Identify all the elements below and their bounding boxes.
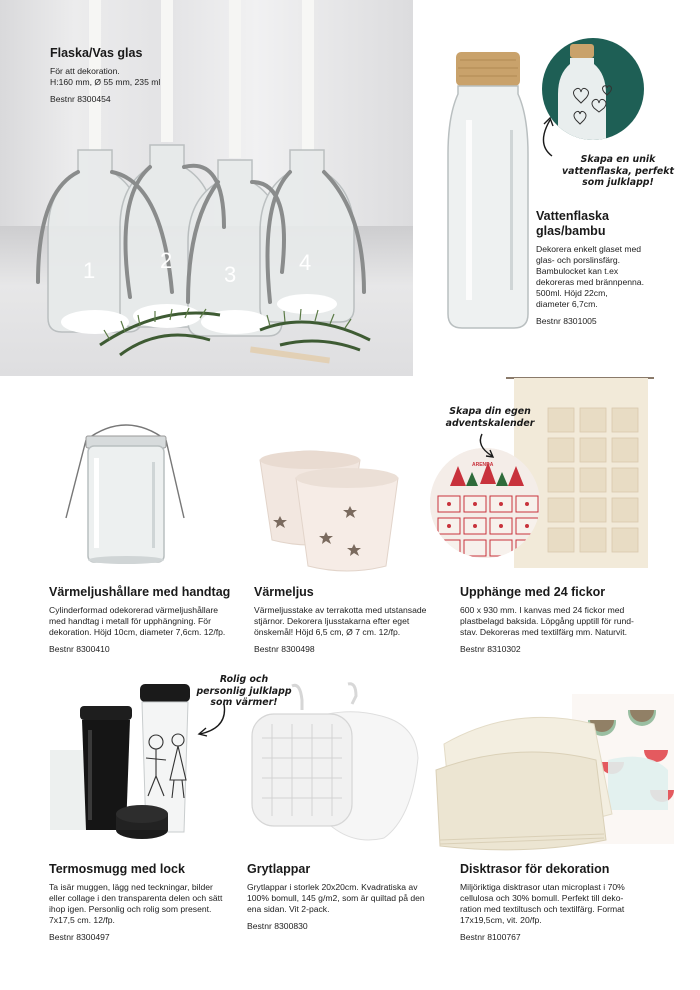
termosmugg-caption (49, 862, 249, 943)
callout-line: som julklapp! (582, 177, 654, 188)
pot-holders-image (244, 680, 424, 844)
callout-line: Skapa en unik (580, 154, 656, 165)
product-desc-line: H:160 mm, Ø 55 mm, 235 ml (50, 77, 161, 87)
product-desc-line: eller collage i den transparenta delen och sätt (49, 893, 223, 903)
bottle-number: 4 (299, 250, 312, 275)
product-desc-line: Miljöriktiga disktrasor utan microplast i 70% (460, 882, 625, 892)
product-desc-line: plastbelagd baksida. Löpgång upptill för rund- (460, 616, 634, 626)
hero-bottles-photo (0, 0, 413, 376)
product-desc-line: Grytlappar i storlek 20x20cm. Kvadratiska av (247, 882, 418, 892)
product-title (536, 209, 686, 239)
product-desc-line: Värmeljusstake av terrakotta med utstansade (254, 605, 427, 615)
product-desc-line: 100% bomull, 145 g/m2, som är quiltad på den (247, 893, 425, 903)
product-desc-line: ration med textiltusch och textilfärg. Format (460, 904, 625, 914)
product-desc-line: dekoration. Höjd 10cm, diameter 7,6cm. 12/fp. (49, 627, 226, 637)
product-sku: Bestnr 8100767 (460, 932, 521, 942)
product-desc-line: ihop igen. Personlig och rolig som present. (49, 904, 212, 914)
product-desc-line: cellulosa och 30% bomull. Perfekt till deko- (460, 893, 624, 903)
callout-line: vattenflaska, perfekt (562, 165, 674, 177)
product-desc-line: 500ml. Höjd 22cm, (536, 288, 608, 298)
product-title: Disktrasor för dekoration (460, 862, 610, 876)
title-line: glas/bambu (536, 224, 606, 238)
bottle-number: 1 (83, 258, 96, 283)
product-sku: Bestnr 8300410 (49, 644, 110, 654)
product-title: Flaska/Vas glas (50, 46, 143, 60)
product-title: Värmeljushållare med handtag (49, 585, 231, 599)
flaska-caption (50, 46, 270, 105)
arrow-icon (534, 114, 564, 158)
product-desc-line: önskemål! Höjd 6,5 cm, Ø 7 cm. 12/fp. (254, 627, 401, 637)
water-bottle-callout (552, 154, 684, 189)
product-desc-line: Cylinderformad odekorerad värmeljushållare (49, 605, 219, 615)
tealight-holders-image (252, 440, 402, 574)
product-sku: Bestnr 8300497 (49, 932, 110, 942)
product-desc-line: glas- och porslinsfärg. (536, 255, 621, 265)
bottle-number: 2 (160, 248, 173, 273)
upphange-caption (460, 585, 675, 655)
product-title: Värmeljus (254, 585, 314, 599)
callout-line: personlig julklapp (196, 685, 292, 697)
vattenflaska-caption (536, 209, 686, 327)
product-desc-line: 17x19,5cm, vit. 20/fp. (460, 915, 542, 925)
calendar-photo-label: ARENDA (472, 462, 494, 468)
product-desc-line: 7x17,5 cm. 12/fp. (49, 915, 115, 925)
lantern-image (56, 418, 196, 568)
product-desc-line: stav. Dekoreras med textilfärg mm. Naturvit. (460, 627, 627, 637)
title-line: Vattenflaska (536, 209, 609, 223)
callout-line: som värmer! (210, 697, 278, 708)
product-sku: Bestnr 8300498 (254, 644, 315, 654)
callout-line: adventskalender (445, 417, 535, 429)
product-desc-line: För att dekoration. (50, 66, 120, 76)
bottle-number: 3 (224, 262, 237, 287)
callout-line: Rolig och (219, 674, 269, 685)
product-desc-line: Ta isär muggen, lägg ned teckningar, bilder (49, 882, 213, 892)
product-sku: Bestnr 8300830 (247, 921, 308, 931)
product-desc-line: med handtag i metall för upphängning. För (49, 616, 211, 626)
product-desc-line: stjärnor. Dekorera ljusstakarna efter eget (254, 616, 410, 626)
product-desc-line: dekoreras med brännpenna. (536, 277, 644, 287)
product-sku: Bestnr 8310302 (460, 644, 521, 654)
grytlappar-caption (247, 862, 447, 932)
product-title: Grytlappar (247, 862, 311, 876)
product-sku: Bestnr 8300454 (50, 94, 111, 104)
advent-calendar-detail-photo (430, 448, 540, 558)
callout-line: Skapa din egen (449, 406, 531, 417)
product-desc-line: diameter 6,7cm. (536, 299, 598, 309)
advent-callout (438, 406, 542, 429)
product-desc-line: Dekorera enkelt glaset med (536, 244, 642, 254)
product-title: Termosmugg med lock (49, 862, 185, 876)
product-desc-line: 600 x 930 mm. I kanvas med 24 fickor med (460, 605, 625, 615)
varmeljus-caption (254, 585, 454, 655)
product-desc-line: Bambulocket kan t.ex (536, 266, 619, 276)
varmeljushallare-caption (49, 585, 249, 655)
water-bottle-image (446, 50, 530, 332)
dishcloths-image (430, 690, 674, 854)
product-desc-line: ena sidan. Vit 2-pack. (247, 904, 330, 914)
product-title: Upphänge med 24 fickor (460, 585, 606, 599)
disktrasor-caption (460, 862, 675, 943)
product-sku: Bestnr 8301005 (536, 316, 597, 326)
arrow-icon (472, 432, 502, 460)
